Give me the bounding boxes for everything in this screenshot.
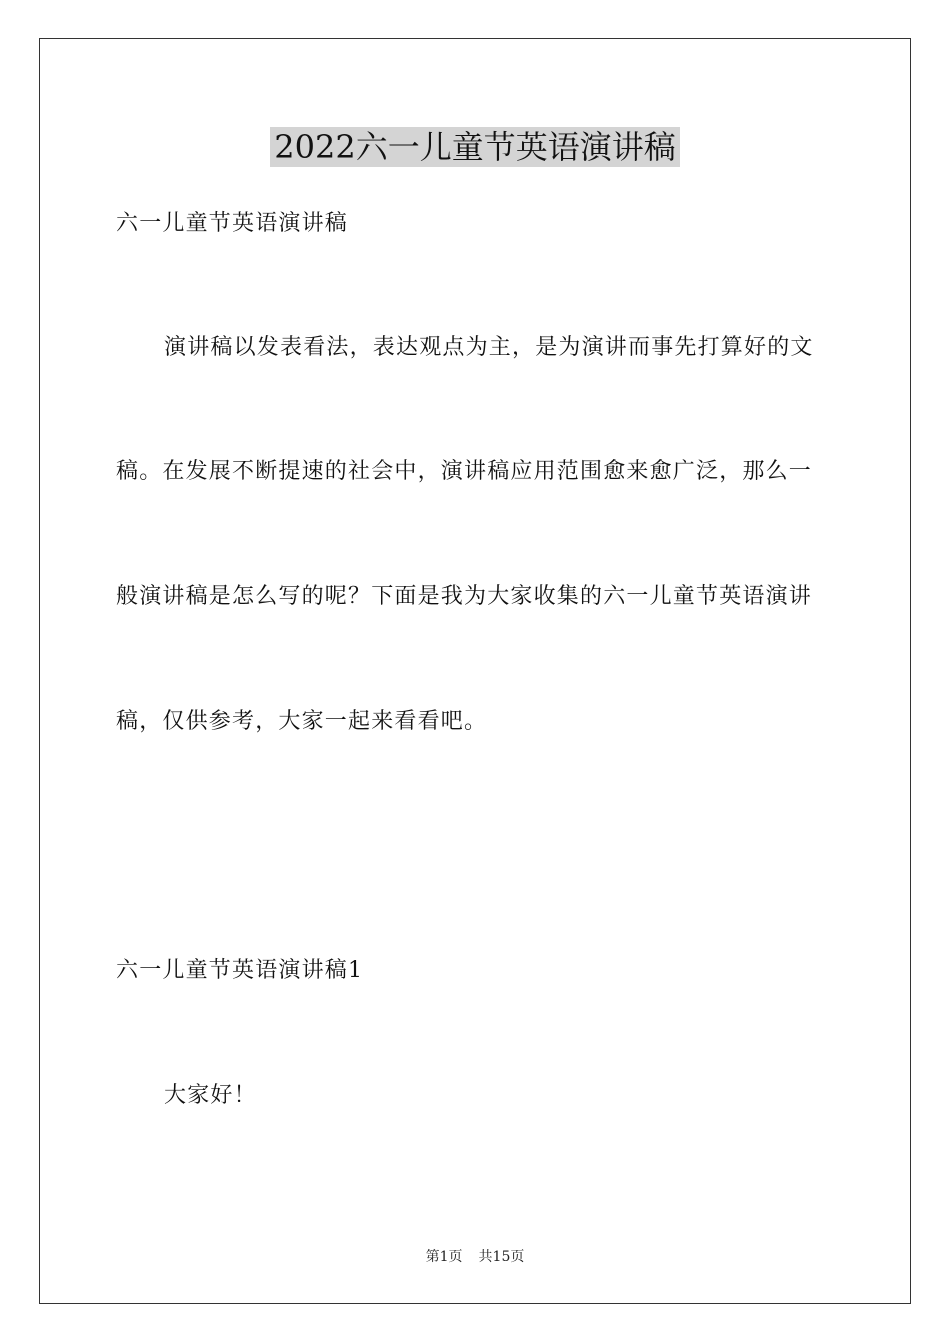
intro-line: 稿。在发展不断提速的社会中，演讲稿应用范围愈来愈广泛，那么一: [116, 459, 813, 484]
document-title-block: [0, 127, 950, 173]
greeting-text: 大家好！: [164, 1083, 257, 1108]
page-footer: [0, 1247, 950, 1267]
document-subtitle: 六一儿童节英语演讲稿: [116, 211, 349, 236]
section-heading: 六一儿童节英语演讲稿1: [116, 958, 364, 983]
page-number: 第1页: [425, 1249, 463, 1265]
intro-line: 稿，仅供参考，大家一起来看看吧。: [116, 709, 488, 734]
document-title: 2022六一儿童节英语演讲稿: [270, 127, 679, 167]
intro-line: 般演讲稿是怎么写的呢？下面是我为大家收集的六一儿童节英语演讲: [116, 584, 813, 609]
page-total: 共15页: [478, 1249, 525, 1265]
intro-line: 演讲稿以发表看法，表达观点为主，是为演讲而事先打算好的文: [164, 335, 814, 360]
